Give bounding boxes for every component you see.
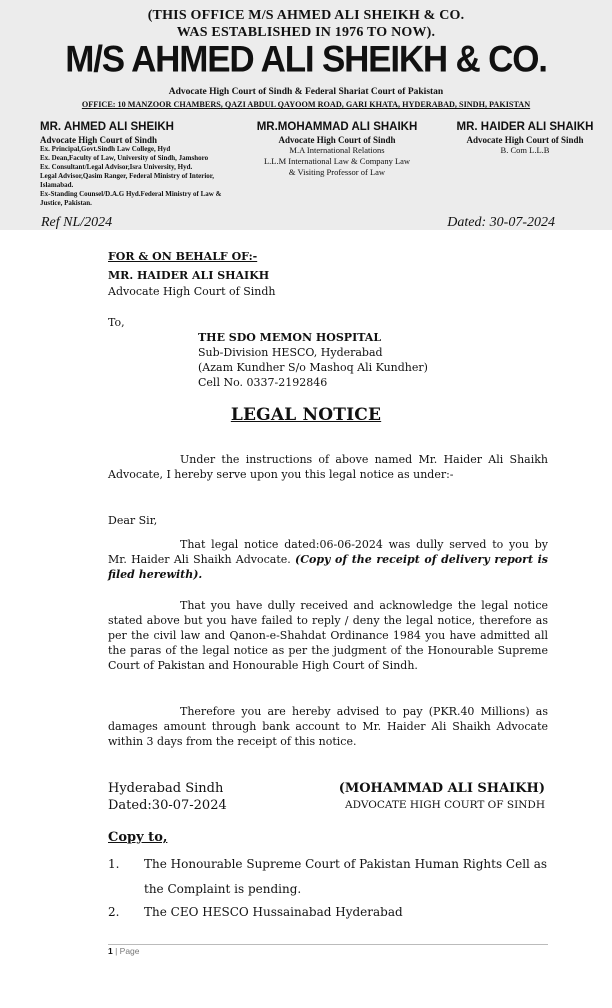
reference-number: Ref NL/2024 <box>41 215 113 230</box>
on-behalf-heading: FOR & ON BEHALF OF:- <box>108 250 258 263</box>
notice-paragraph-1 <box>108 537 548 582</box>
partner-ahmed-ali-sheikh <box>40 121 240 208</box>
recipient-address-line: Sub-Division HESCO, Hyderabad <box>198 346 383 359</box>
partner-title: Advocate High Court of Sindh <box>278 135 396 145</box>
sender-name: MR. HAIDER ALI SHAIKH <box>108 269 270 282</box>
signatory-title: ADVOCATE HIGH COURT OF SINDH <box>345 799 545 811</box>
established-line-2: WAS ESTABLISHED IN 1976 TO NOW). <box>176 25 436 40</box>
partner-credential: Ex. Consultant/Legal Advisor,Isra University, Hyd. <box>40 163 193 171</box>
partner-credential: & Visiting Professor of Law <box>288 167 386 177</box>
letter-date: Dated: 30-07-2024 <box>447 215 555 230</box>
partner-credential: B. Com L.L.B <box>500 145 550 155</box>
partner-haider-ali-shaikh <box>441 121 609 156</box>
list-item-text: The CEO HESCO Hussainabad Hyderabad <box>144 905 403 919</box>
paragraph-text: That legal notice dated:06-06-2024 was dully served to you by Mr. Haider Ali Shaikh Advocate. <box>108 538 548 566</box>
partner-name: MR. HAIDER ALI SHAIKH <box>456 121 594 133</box>
recipient-phone: Cell No. 0337-2192846 <box>198 376 328 389</box>
signatory-name: (MOHAMMAD ALI SHAIKH) <box>338 781 545 796</box>
page-number: 1 <box>108 946 113 956</box>
page-label: | Page <box>112 946 140 956</box>
recipient-address-line: (Azam Kundher S/o Mashoq Ali Kundher) <box>198 361 428 374</box>
partner-name: MR. AHMED ALI SHEIKH <box>40 121 174 133</box>
signature-place: Hyderabad Sindh <box>108 781 224 796</box>
list-item-number: 2. <box>108 905 120 919</box>
signature-date: Dated:30-07-2024 <box>108 798 227 813</box>
firm-court-line: Advocate High Court of Sindh & Federal Shariat Court of Pakistan <box>168 87 444 97</box>
partner-credential: M.A International Relations <box>289 145 385 155</box>
notice-paragraph-2: That you have dully received and acknowledge the legal notice stated above but you have failed to reply / deny the legal notice, therefore as per the civil law and Qanon-e-Shahdat Ordinance 1984 you have admitted all the paras of the legal notice as per the judgment of the Honourable Supreme Court of Pakistan and Honourable High Court of Sindh. <box>108 599 548 672</box>
paragraph-emphasis: (Copy of the receipt of delivery report is filed herewith). <box>108 553 548 581</box>
partner-credential: Ex. Principal,Govt.Sindh Law College, Hyd <box>40 145 171 153</box>
list-item-number: 1. <box>108 857 120 871</box>
notice-paragraph-3: Therefore you are hereby advised to pay (PKR.40 Millions) as damages amount through bank account to Mr. Haider Ali Shaikh Advocate within 3 days from the receipt of this notice. <box>108 705 548 748</box>
partner-title: Advocate High Court of Sindh <box>40 135 158 145</box>
notice-intro-paragraph: Under the instructions of above named Mr. Haider Ali Shaikh Advocate, I hereby serve upon you this legal notice as under:- <box>108 453 548 481</box>
partner-credential: Ex. Dean,Faculty of Law, University of Sindh, Jamshoro <box>40 154 209 162</box>
recipient-name: THE SDO MEMON HOSPITAL <box>198 331 382 344</box>
partner-credential: L.L.M International Law & Company Law <box>263 156 411 166</box>
page-footer <box>108 946 140 956</box>
established-line-1: (THIS OFFICE M/S AHMED ALI SHEIKH & CO. <box>147 8 465 23</box>
footer-divider <box>108 944 548 945</box>
partner-name: MR.MOHAMMAD ALI SHAIKH <box>256 121 418 133</box>
to-label: To, <box>108 316 125 329</box>
partner-credential: Ex-Standing Counsel/D.A.G Hyd.Federal Ministry of Law & Justice, Pakistan. <box>40 190 222 207</box>
letterhead <box>0 0 612 230</box>
partner-title: Advocate High Court of Sindh <box>466 135 584 145</box>
firm-name: M/S AHMED ALI SHEIKH & CO. <box>65 39 547 80</box>
salutation: Dear Sir, <box>108 514 158 527</box>
office-address: OFFICE: 10 MANZOOR CHAMBERS, QAZI ABDUL QAYOOM ROAD, GARI KHATA, HYDERABAD, SINDH, PAKISTAN <box>81 100 531 109</box>
partner-mohammad-ali-shaikh <box>240 121 434 178</box>
copy-to-heading: Copy to, <box>108 830 168 845</box>
partner-credential: Legal Advisor,Qasim Ranger, Federal Ministry of Interior, Islamabad. <box>40 172 215 189</box>
notice-title: LEGAL NOTICE <box>230 405 382 425</box>
list-item-text: The Honourable Supreme Court of Pakistan Human Rights Cell as the Complaint is pending. <box>144 857 548 896</box>
sender-title: Advocate High Court of Sindh <box>108 285 276 298</box>
